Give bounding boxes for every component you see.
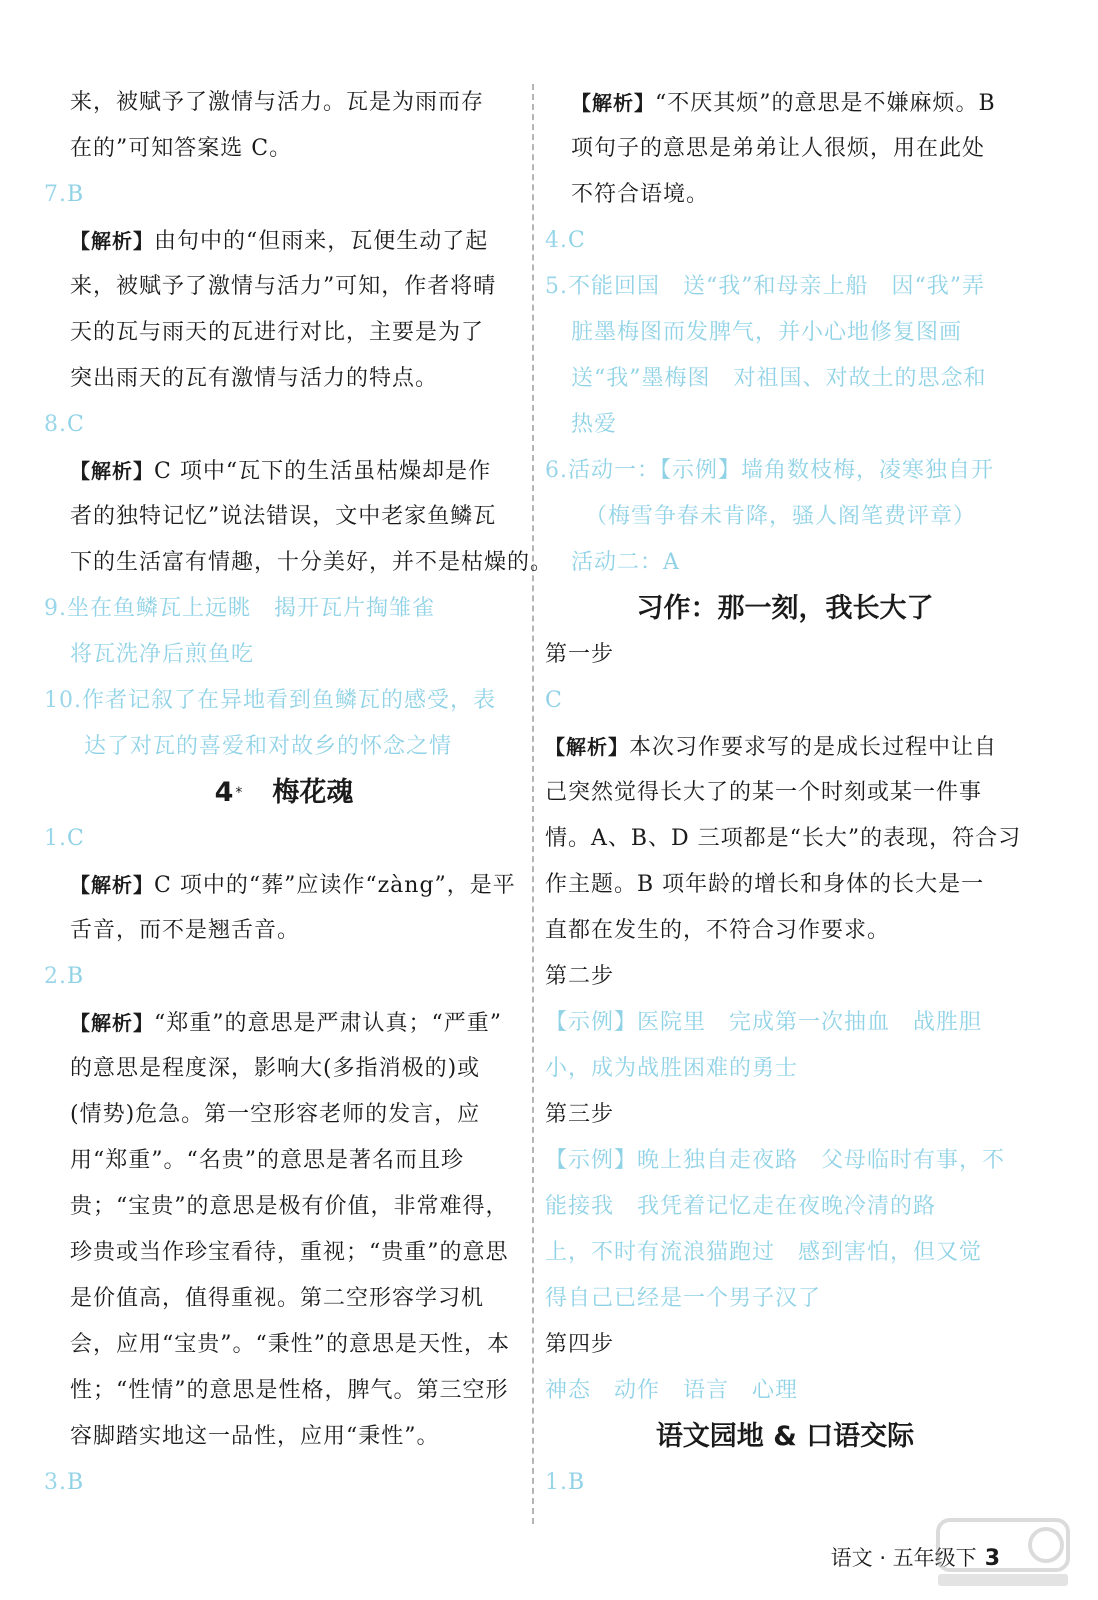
text-line: 是价值高，值得重视。第二空形容学习机 — [70, 1286, 485, 1311]
explanation-3: 【解析】“不厌其烦”的意思是不嫌麻烦。B — [571, 91, 996, 116]
answer-line: 达了对瓦的喜爱和对故乡的怀念之情 — [84, 734, 453, 759]
text-line: 突出雨天的瓦有激情与活力的特点。 — [70, 366, 439, 391]
writing-explanation: 【解析】本次习作要求写的是成长过程中让自 — [545, 735, 998, 760]
text-line: 来，被赋予了激情与活力”可知，作者将晴 — [70, 274, 497, 299]
garden-title: 语文园地 & 口语交际 — [655, 1421, 915, 1452]
step-1-answer: C — [545, 688, 563, 713]
answer-line: 脏墨梅图而发脾气，并小心地修复图画 — [571, 320, 963, 345]
question-8: 8.C — [44, 412, 85, 437]
text-line: 来，被赋予了激情与活力。瓦是为雨而存 — [70, 90, 485, 115]
question-1-garden: 1.B — [545, 1470, 586, 1495]
step-2-label: 第二步 — [545, 964, 615, 989]
step-3-label: 第三步 — [545, 1102, 615, 1127]
step-4-label: 第四步 — [545, 1332, 615, 1357]
page-number: 3 — [984, 1546, 1000, 1571]
answer-line: 活动二：A — [571, 550, 680, 575]
lesson-title: 4 * 梅花魂 — [214, 777, 354, 808]
left-column — [44, 80, 554, 1506]
right-column — [545, 80, 1025, 1506]
answer-line: 将瓦洗净后煎鱼吃 — [70, 642, 255, 667]
answer-line: 【示例】晚上独自走夜路 父母临时有事，不 — [545, 1148, 1006, 1173]
answer-line: 得自己已经是一个男子汉了 — [545, 1286, 822, 1311]
text-line: 的意思是程度深，影响大(多指消极的)或 — [70, 1056, 481, 1081]
text-line: 舌音，而不是翘舌音。 — [70, 918, 301, 943]
text-line: 在的”可知答案选 C。 — [70, 136, 293, 161]
text-line: 不符合语境。 — [571, 182, 710, 207]
answer-line: 热爱 — [571, 412, 618, 437]
step-1-label: 第一步 — [545, 642, 615, 667]
answer-line: 【示例】医院里 完成第一次抽血 战胜胆 — [545, 1010, 983, 1035]
explanation-8: 【解析】C 项中“瓦下的生活虽枯燥却是作 — [70, 459, 492, 484]
question-10: 10.作者记叙了在异地看到鱼鳞瓦的感受，表 — [44, 688, 497, 713]
text-line: 己突然觉得长大了的某一个时刻或某一件事 — [545, 780, 983, 805]
text-line: 者的独特记忆”说法错误，文中老家鱼鳞瓦 — [70, 504, 497, 529]
explanation-7: 【解析】由句中的“但雨来，瓦便生动了起 — [70, 229, 489, 254]
text-line: 用“郑重”。“名贵”的意思是著名而且珍 — [70, 1148, 464, 1173]
text-line: 作主题。B 项年龄的增长和身体的长大是一 — [545, 872, 985, 897]
question-6: 6.活动一：【示例】墙角数枝梅，凌寒独自开 — [545, 458, 995, 483]
text-line: 贵；“宝贵”的意思是极有价值，非常难得， — [70, 1194, 509, 1219]
question-5: 5.不能回国 送“我”和母亲上船 因“我”弄 — [545, 274, 985, 299]
watermark-logo-icon — [928, 1512, 1078, 1592]
answer-line: 上，不时有流浪猫跑过 感到害怕，但又觉 — [545, 1240, 983, 1265]
question-3: 3.B — [44, 1470, 85, 1495]
question-2: 2.B — [44, 964, 85, 989]
question-9: 9.坐在鱼鳞瓦上远眺 揭开瓦片掏雏雀 — [44, 596, 436, 621]
text-line: 珍贵或当作珍宝看待，重视；“贵重”的意思 — [70, 1240, 509, 1265]
answer-line: 神态 动作 语言 心理 — [545, 1378, 799, 1403]
answer-line: 送“我”墨梅图 对祖国、对故土的思念和 — [571, 366, 987, 391]
question-4: 4.C — [545, 228, 586, 253]
text-line: 情。A、B、D 三项都是“长大”的表现，符合习 — [545, 826, 1022, 851]
column-divider — [532, 84, 534, 1524]
text-line: (情势)危急。第一空形容老师的发言，应 — [70, 1102, 481, 1127]
question-7: 7.B — [44, 182, 85, 207]
text-line: 直都在发生的，不符合习作要求。 — [545, 918, 891, 943]
answer-line: 小，成为战胜困难的勇士 — [545, 1056, 799, 1081]
answer-line: （梅雪争春未肯降，骚人阁笔费评章） — [585, 504, 977, 529]
footer-subject: 语文 · 五年级下 — [830, 1546, 977, 1570]
question-1: 1.C — [44, 826, 85, 851]
writing-title: 习作：那一刻，我长大了 — [636, 593, 934, 624]
explanation-2: 【解析】“郑重”的意思是严肃认真；“严重” — [70, 1011, 502, 1036]
answer-line: 能接我 我凭着记忆走在夜晚冷清的路 — [545, 1194, 937, 1219]
explanation-1: 【解析】C 项中的“葬”应读作“zàng”，是平 — [70, 873, 516, 898]
text-line: 容脚踏实地这一品性，应用“秉性”。 — [70, 1424, 440, 1449]
text-line: 性；“性情”的意思是性格，脾气。第三空形 — [70, 1378, 509, 1403]
text-line: 项句子的意思是弟弟让人很烦，用在此处 — [571, 136, 986, 161]
text-line: 会，应用“宝贵”。“秉性”的意思是天性，本 — [70, 1332, 510, 1357]
text-line: 天的瓦与雨天的瓦进行对比，主要是为了 — [70, 320, 485, 345]
text-line: 下的生活富有情趣，十分美好，并不是枯燥的。 — [70, 550, 554, 575]
